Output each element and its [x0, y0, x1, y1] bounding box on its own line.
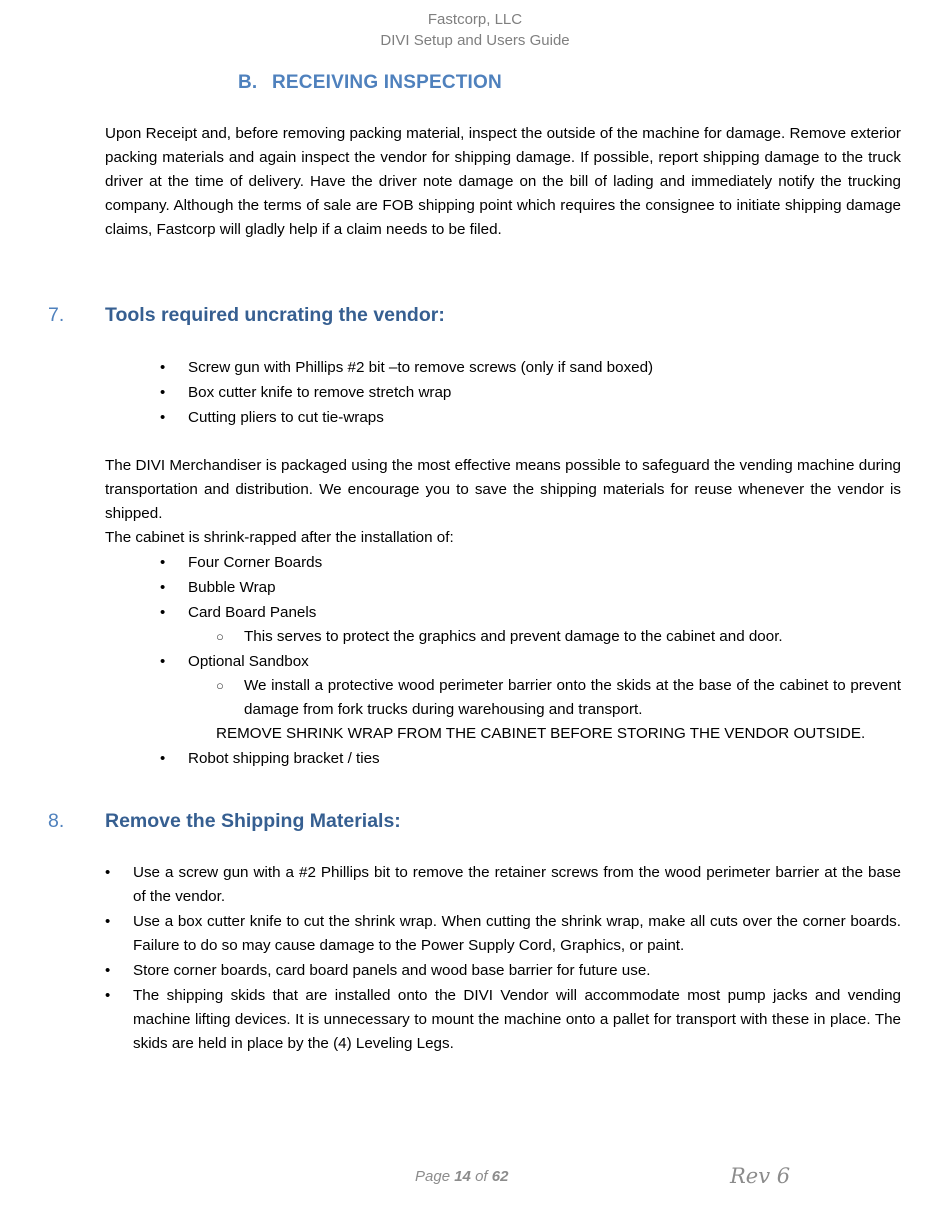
- packing-item-bubble-wrap: Bubble Wrap: [188, 579, 276, 596]
- bullet-icon: •: [160, 409, 166, 426]
- revision-label: Rev 6: [730, 1164, 791, 1188]
- total-pages: 62: [491, 1168, 509, 1185]
- bullet-icon: •: [160, 359, 166, 376]
- bullet-icon: •: [160, 579, 166, 596]
- receiving-paragraph: Upon Receipt and, before removing packing material, inspect the outside of the machine for damage. Remove exterior packing materials and again inspect the vendor for shipping damage. If possible, report shipping damage to the truck driver at the time of delivery. Have the driver note damage on the bill of lading and immediately notify the trucking company. Although the terms of sale are FOB shipping point which requires the consignee to initiate shipping damage claims, Fastcorp will gladly help if a claim needs to be filed.: [105, 125, 901, 238]
- header-doc-title: DIVI Setup and Users Guide: [380, 32, 570, 49]
- section-b-title: RECEIVING INSPECTION: [272, 72, 502, 93]
- section-b-heading: [238, 72, 502, 94]
- tool-item-3: Cutting pliers to cut tie-wraps: [188, 409, 384, 426]
- cabinet-intro: The cabinet is shrink-rapped after the installation of:: [105, 529, 454, 546]
- bullet-icon: •: [160, 604, 166, 621]
- packing-item-card-board-panels: Card Board Panels: [188, 604, 317, 621]
- page-word: Page: [415, 1168, 451, 1185]
- packing-item-robot-bracket: Robot shipping bracket / ties: [188, 750, 380, 767]
- bullet-icon: •: [105, 962, 111, 979]
- packaging-paragraph: The DIVI Merchandiser is packaged using the most effective means possible to safeguard the vending machine during transportation and distribution. We encourage you to save the shipping materials for reuse whenever the vendor is shipped.: [105, 457, 901, 522]
- tool-item-2: Box cutter knife to remove stretch wrap: [188, 384, 452, 401]
- sub-bullet-icon: ○: [216, 678, 224, 693]
- packing-item-optional-sandbox: Optional Sandbox: [188, 653, 309, 670]
- section8-number: 8.: [48, 810, 65, 832]
- removal-step-1: Use a screw gun with a #2 Phillips bit to remove the retainer screws from the wood perimeter barrier at the base of the vendor.: [133, 864, 901, 905]
- section7-title: Tools required uncrating the vendor:: [105, 304, 445, 326]
- page-number: [415, 1168, 508, 1185]
- bullet-icon: •: [105, 913, 111, 930]
- header-company: Fastcorp, LLC: [427, 11, 523, 28]
- bullet-icon: •: [105, 987, 111, 1004]
- sub-bullet-icon: ○: [216, 629, 224, 644]
- section8-title: Remove the Shipping Materials:: [105, 810, 401, 832]
- of-word: of: [475, 1168, 488, 1185]
- section7-number: 7.: [48, 304, 65, 326]
- bullet-icon: •: [105, 864, 111, 881]
- tool-item-1: Screw gun with Phillips #2 bit –to remove screws (only if sand boxed): [188, 359, 654, 376]
- bullet-icon: •: [160, 384, 166, 401]
- removal-step-3: Store corner boards, card board panels and wood base barrier for future use.: [133, 962, 651, 979]
- bullet-icon: •: [160, 554, 166, 571]
- shrink-wrap-warning: REMOVE SHRINK WRAP FROM THE CABINET BEFORE STORING THE VENDOR OUTSIDE.: [216, 725, 866, 742]
- packing-subitem-barrier: We install a protective wood perimeter barrier onto the skids at the base of the cabinet to prevent damage from fork trucks during warehousing and transport.: [244, 677, 901, 718]
- packing-subitem-graphics: This serves to protect the graphics and prevent damage to the cabinet and door.: [244, 628, 783, 645]
- section-b-letter: B.: [238, 72, 258, 93]
- current-page: 14: [454, 1168, 471, 1185]
- removal-step-2: Use a box cutter knife to cut the shrink wrap. When cutting the shrink wrap, make all cuts over the corner boards. Failure to do so may cause damage to the Power Supply Cord, Graphics, or paint.: [133, 913, 901, 954]
- removal-step-4: The shipping skids that are installed onto the DIVI Vendor will accommodate most pump jacks and vending machine lifting devices. It is unnecessary to mount the machine onto a pallet for transport with these in place. The skids are held in place by the (4) Leveling Legs.: [133, 987, 901, 1052]
- bullet-icon: •: [160, 750, 166, 767]
- packing-item-corner-boards: Four Corner Boards: [188, 554, 323, 571]
- bullet-icon: •: [160, 653, 166, 670]
